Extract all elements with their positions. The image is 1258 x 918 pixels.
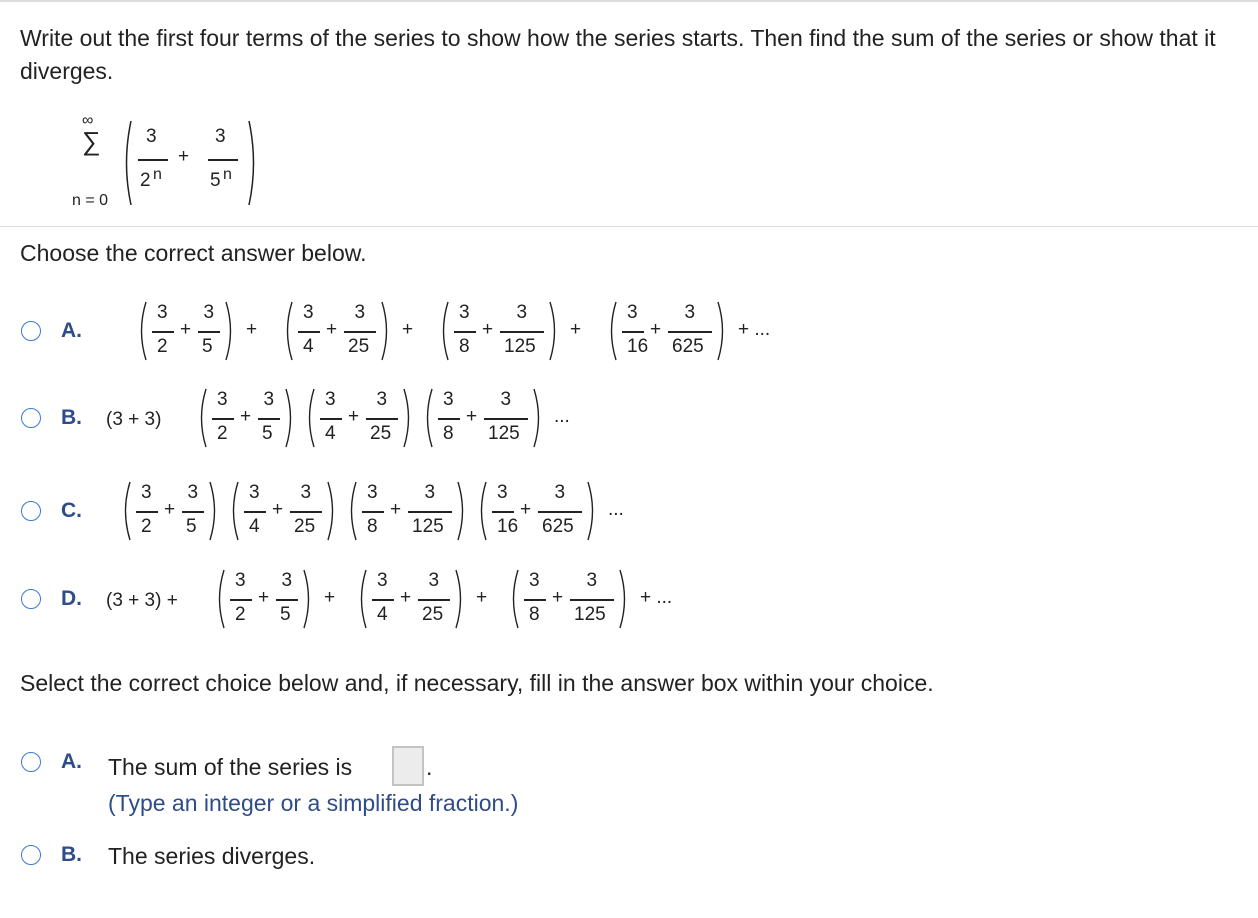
- sigma-symbol: ∑: [82, 126, 101, 156]
- option-prefix: (3 + 3) +: [106, 590, 178, 611]
- fraction-bar: [212, 418, 234, 420]
- answer-b-text: The series diverges.: [108, 843, 316, 869]
- option-prefix: (3 + 3): [106, 409, 162, 430]
- fraction-bar: [454, 331, 476, 333]
- term-denominator: 125: [574, 604, 606, 625]
- option-letter: C.: [61, 499, 82, 522]
- fraction-bar: [570, 599, 614, 601]
- left-paren: [228, 480, 240, 542]
- right-paren: [246, 118, 260, 208]
- sum-lower-limit: n = 0: [72, 192, 109, 209]
- option-letter: D.: [61, 587, 82, 610]
- term-numerator: 3: [367, 482, 378, 503]
- question-prompt: Write out the first four terms of the series to show how the series starts. Then find the sum of the series or show that it diverges.: [20, 25, 1216, 84]
- left-paren: [476, 480, 488, 542]
- joiner-plus: +: [246, 319, 258, 340]
- fraction-bar: [290, 511, 322, 513]
- fraction-bar: [244, 511, 266, 513]
- term-numerator: 3: [497, 482, 508, 503]
- right-paren: [208, 480, 220, 542]
- term-denominator: 625: [542, 516, 574, 537]
- term-denominator: 2: [141, 516, 152, 537]
- right-paren: [402, 387, 414, 449]
- fraction-bar: [366, 418, 398, 420]
- fraction-bar: [136, 511, 158, 513]
- term1-fraction-bar: [138, 159, 168, 161]
- option-tail: + ...: [640, 587, 673, 608]
- term-numerator: 3: [281, 570, 293, 591]
- option-letter: A.: [61, 319, 82, 342]
- right-paren: [716, 300, 728, 362]
- right-paren: [302, 568, 314, 630]
- right-paren: [456, 480, 468, 542]
- term-denominator: 4: [249, 516, 260, 537]
- term-numerator: 3: [203, 302, 215, 323]
- term-numerator: 3: [459, 302, 470, 323]
- fraction-bar: [230, 599, 252, 601]
- term-plus: +: [326, 319, 338, 340]
- term-numerator: 3: [529, 570, 540, 591]
- fraction-bar: [182, 511, 204, 513]
- term-numerator: 3: [376, 389, 388, 410]
- fraction-bar: [276, 599, 298, 601]
- fraction-bar: [538, 511, 582, 513]
- term-denominator: 5: [202, 336, 213, 357]
- option-tail: ...: [554, 406, 570, 427]
- term-denominator: 16: [497, 516, 519, 537]
- term-plus: +: [520, 499, 532, 520]
- term-numerator: 3: [627, 302, 638, 323]
- term-denominator: 25: [370, 423, 392, 444]
- option-b[interactable]: [0, 385, 1258, 453]
- option-letter: B.: [61, 406, 82, 429]
- term-plus: +: [390, 499, 402, 520]
- term-plus: +: [272, 499, 284, 520]
- right-paren: [618, 568, 630, 630]
- fraction-bar: [500, 331, 544, 333]
- fraction-bar: [418, 599, 450, 601]
- term1-denominator: 2: [140, 170, 151, 191]
- right-paren: [454, 568, 466, 630]
- right-paren: [532, 387, 544, 449]
- term-numerator: 3: [217, 389, 228, 410]
- term-numerator: 3: [300, 482, 312, 503]
- term-numerator: 3: [249, 482, 260, 503]
- answer-hint: (Type an integer or a simplified fraction.): [108, 790, 519, 816]
- option-tail: ...: [608, 499, 624, 520]
- left-paren: [304, 387, 316, 449]
- term-numerator: 3: [684, 302, 696, 323]
- term1-numerator: 3: [146, 126, 157, 147]
- term1-exponent: n: [153, 166, 162, 183]
- answer-a-radio[interactable]: [21, 752, 41, 772]
- fraction-bar: [372, 599, 394, 601]
- section-divider: [0, 226, 1258, 227]
- term-denominator: 125: [504, 336, 536, 357]
- left-paren: [282, 300, 294, 362]
- option-a[interactable]: [0, 298, 1258, 366]
- term-numerator: 3: [354, 302, 366, 323]
- term-denominator: 4: [303, 336, 314, 357]
- answer-b-radio[interactable]: [21, 845, 41, 865]
- answer-a-text: The sum of the series is: [108, 754, 353, 780]
- left-paren: [508, 568, 520, 630]
- fraction-bar: [258, 418, 280, 420]
- joiner-plus: +: [324, 587, 336, 608]
- fraction-bar: [408, 511, 452, 513]
- term-numerator: 3: [500, 389, 512, 410]
- option-radio: [21, 408, 41, 428]
- term2-denominator: 5: [210, 170, 221, 191]
- answer-a-period: .: [426, 754, 433, 780]
- term-denominator: 2: [235, 604, 246, 625]
- term-plus: +: [348, 406, 360, 427]
- option-c[interactable]: [0, 478, 1258, 546]
- fraction-bar: [298, 331, 320, 333]
- term-numerator: 3: [187, 482, 199, 503]
- term-plus: +: [258, 587, 270, 608]
- left-paren: [356, 568, 368, 630]
- term-plus: +: [240, 406, 252, 427]
- option-radio: [21, 589, 41, 609]
- term-denominator: 4: [377, 604, 388, 625]
- left-paren: [120, 118, 134, 208]
- top-divider: [0, 0, 1258, 2]
- fraction-bar: [438, 418, 460, 420]
- joiner-plus: +: [570, 319, 582, 340]
- term-numerator: 3: [303, 302, 314, 323]
- term-denominator: 8: [529, 604, 540, 625]
- term-denominator: 8: [459, 336, 470, 357]
- term2-exponent: n: [223, 166, 232, 183]
- series-plus: +: [178, 146, 190, 167]
- answer-b-letter: B.: [61, 843, 82, 866]
- fraction-bar: [484, 418, 528, 420]
- right-paren: [326, 480, 338, 542]
- left-paren: [438, 300, 450, 362]
- term-numerator: 3: [377, 570, 388, 591]
- choose-instruction: Choose the correct answer below.: [20, 240, 367, 266]
- term-denominator: 25: [348, 336, 370, 357]
- right-paren: [548, 300, 560, 362]
- term-plus: +: [650, 319, 662, 340]
- joiner-plus: +: [476, 587, 488, 608]
- term-denominator: 125: [488, 423, 520, 444]
- term-denominator: 5: [280, 604, 291, 625]
- fraction-bar: [344, 331, 376, 333]
- term-plus: +: [466, 406, 478, 427]
- term-plus: +: [400, 587, 412, 608]
- fraction-bar: [668, 331, 712, 333]
- select-instruction: Select the correct choice below and, if necessary, fill in the answer box within your choice.: [20, 670, 934, 696]
- term-numerator: 3: [428, 570, 440, 591]
- joiner-plus: +: [402, 319, 414, 340]
- term-numerator: 3: [554, 482, 566, 503]
- term-denominator: 5: [262, 423, 273, 444]
- term-plus: +: [164, 499, 176, 520]
- right-paren: [380, 300, 392, 362]
- term-plus: +: [552, 587, 564, 608]
- fraction-bar: [622, 331, 644, 333]
- fraction-bar: [362, 511, 384, 513]
- right-paren: [586, 480, 598, 542]
- fraction-bar: [198, 331, 220, 333]
- series-expression: [62, 112, 282, 212]
- term-denominator: 4: [325, 423, 336, 444]
- sum-answer-input[interactable]: [392, 746, 424, 786]
- term-denominator: 8: [367, 516, 378, 537]
- left-paren: [214, 568, 226, 630]
- term-denominator: 625: [672, 336, 704, 357]
- term-denominator: 5: [186, 516, 197, 537]
- term-denominator: 8: [443, 423, 454, 444]
- left-paren: [196, 387, 208, 449]
- fraction-bar: [320, 418, 342, 420]
- option-d[interactable]: [0, 566, 1258, 634]
- term-numerator: 3: [157, 302, 168, 323]
- option-tail: + ...: [738, 319, 771, 340]
- option-radio: [21, 321, 41, 341]
- left-paren: [120, 480, 132, 542]
- term-denominator: 2: [217, 423, 228, 444]
- term-numerator: 3: [235, 570, 246, 591]
- term-numerator: 3: [141, 482, 152, 503]
- term-numerator: 3: [263, 389, 275, 410]
- left-paren: [136, 300, 148, 362]
- left-paren: [346, 480, 358, 542]
- term-numerator: 3: [516, 302, 528, 323]
- right-paren: [224, 300, 236, 362]
- term-denominator: 125: [412, 516, 444, 537]
- term-denominator: 2: [157, 336, 168, 357]
- term-numerator: 3: [443, 389, 454, 410]
- term-plus: +: [482, 319, 494, 340]
- fraction-bar: [492, 511, 514, 513]
- option-radio: [21, 501, 41, 521]
- term2-numerator: 3: [215, 126, 226, 147]
- left-paren: [606, 300, 618, 362]
- term-numerator: 3: [424, 482, 436, 503]
- term-denominator: 25: [422, 604, 444, 625]
- fraction-bar: [152, 331, 174, 333]
- term-numerator: 3: [586, 570, 598, 591]
- term2-fraction-bar: [208, 159, 238, 161]
- sum-upper-limit: ∞: [82, 112, 94, 129]
- term-denominator: 25: [294, 516, 316, 537]
- term-numerator: 3: [325, 389, 336, 410]
- fraction-bar: [524, 599, 546, 601]
- answer-a-letter: A.: [61, 750, 82, 773]
- left-paren: [422, 387, 434, 449]
- term-denominator: 16: [627, 336, 649, 357]
- right-paren: [284, 387, 296, 449]
- term-plus: +: [180, 319, 192, 340]
